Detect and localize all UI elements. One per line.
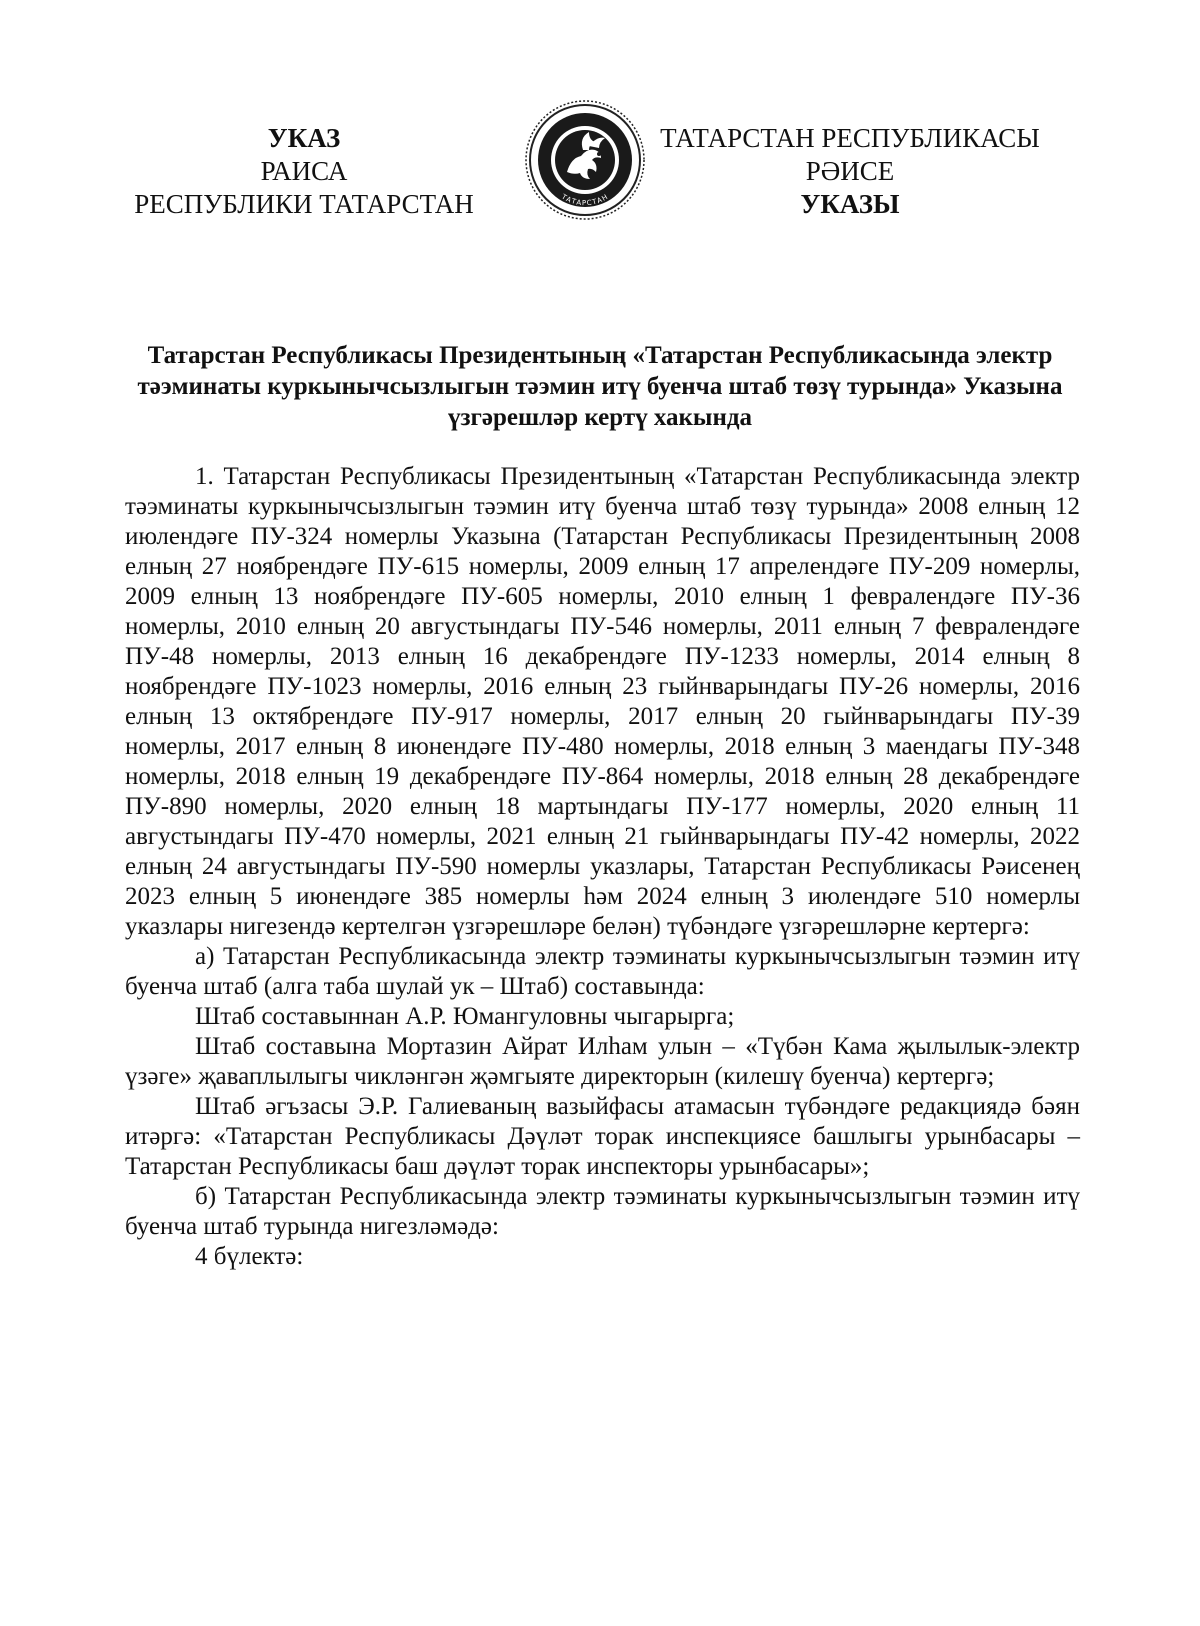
header-right-line-2: РӘИСЕ	[805, 156, 895, 186]
emblem-seal-text: ТАТАРСТАН	[560, 192, 610, 208]
decree-body	[125, 462, 1080, 1272]
header-left-line-3: РЕСПУБЛИКИ ТАТАРСТАН	[134, 189, 474, 219]
header-left-block	[118, 122, 490, 221]
header-left-line-1: УКАЗ	[267, 123, 341, 153]
header-right-line-1: ТАТАРСТАН РЕСПУБЛИКАСЫ	[660, 123, 1040, 153]
paragraph-include: Штаб составына Мортазин Айрат Илһам улын – «Түбән Кама җылылык-электр үзәге» җаваплылыгы чикләнгән җәмгыяте директорын (килешү буенча) кертергә;	[125, 1033, 1080, 1090]
header-left-line-2: РАИСА	[260, 156, 348, 186]
paragraph-b: б) Татарстан Республикасында электр тәэминаты куркынычсызлыгын тәэмин итү буенча штаб турында нигезләмәдә:	[125, 1183, 1080, 1240]
paragraph-exclude: Штаб составыннан А.Р. Юмангуловны чыгарырга;	[195, 1003, 735, 1030]
paragraph-rename: Штаб әгъзасы Э.Р. Галиеваның вазыйфасы атамасын түбәндәге редакциядә бәян итәргә: «Татарстан Республикасы Дәүләт торак инспекциясе башлыгы урынбасары – Татарстан Республикасы баш дәүләт торак инспекторы урынбасары»;	[125, 1093, 1080, 1180]
header-right-line-3: УКАЗЫ	[800, 189, 900, 219]
paragraph-1: 1. Татарстан Республикасы Президентының «Татарстан Республикасында электр тәэминаты куркынычсызлыгын тәэмин итү буенча штаб төзү турында» 2008 елның 12 июлендәге ПУ-324 номерлы Указына (Татарстан Республикасы Президентының 2008 елның 27 ноябрендәге ПУ-615 номерлы, 2009 елның 17 апрелендәге ПУ-209 номерлы, 2009 елның 13 ноябрендәге ПУ-605 номерлы, 2010 елның 1 февралендәге ПУ-36 номерлы, 2010 елның 20 августындагы ПУ-546 номерлы, 2011 елның 7 февралендәге ПУ-48 номерлы, 2013 елның 16 декабрендәге ПУ-1233 номерлы, 2014 елның 8 ноябрендәге ПУ-1023 номерлы, 2016 елның 23 гыйнварындагы ПУ-26 номерлы, 2016 елның 13 октябрендәге ПУ-917 номерлы, 2017 елның 20 гыйнварындагы ПУ-39 номерлы, 2017 елның 8 июнендәге ПУ-480 номерлы, 2018 елның 3 маендагы ПУ-348 номерлы, 2018 елның 19 декабрендәге ПУ-864 номерлы, 2018 елның 28 декабрендәге ПУ-890 номерлы, 2020 елның 18 мартындагы ПУ-177 номерлы, 2020 елның 11 августындагы ПУ-470 номерлы, 2021 елның 21 гыйнварындагы ПУ-42 номерлы, 2022 елның 24 августындагы ПУ-590 номерлы указлары, Татарстан Республикасы Рәисенең 2023 елның 5 июнендәге 385 номерлы һәм 2024 елның 3 июлендәге 510 номерлы указлары нигезендә кертелгән үзгәрешләре белән) түбәндәге үзгәрешләрне кертергә:	[125, 463, 1080, 940]
paragraph-a: а) Татарстан Республикасында электр тәэминаты куркынычсызлыгын тәэмин итү буенча штаб (алга таба шулай ук – Штаб) составында:	[125, 943, 1080, 1000]
coat-of-arms-emblem	[523, 98, 647, 222]
decree-title: Татарстан Республикасы Президентының «Татарстан Республикасында электр тәэминаты куркынычсызлыгын тәэмин итү буенча штаб төзү турында» Указына үзгәрешләр кертү хакында	[137, 342, 1063, 431]
header-right-block	[650, 122, 1050, 221]
paragraph-section-4: 4 бүлектә:	[195, 1243, 304, 1270]
